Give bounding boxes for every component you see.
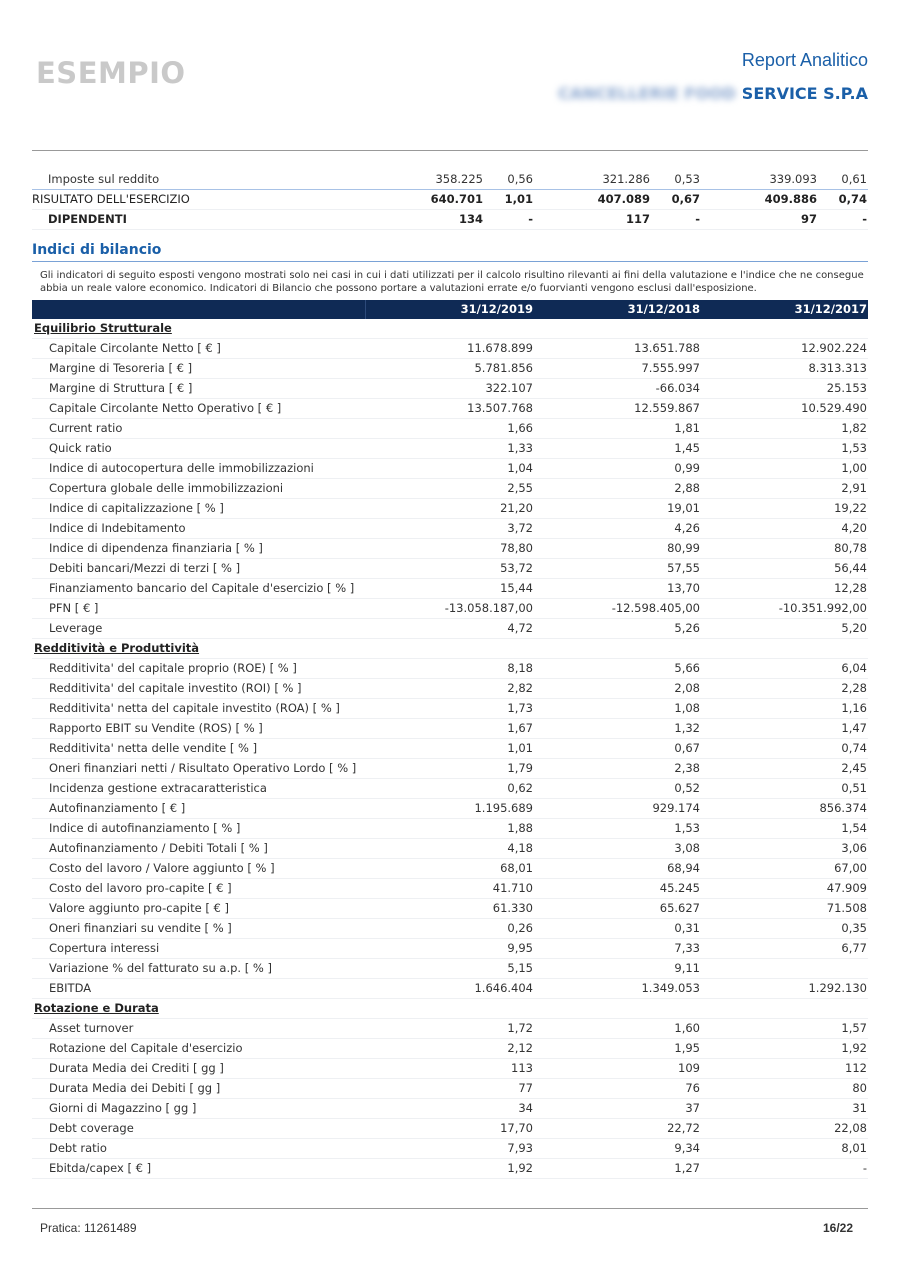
cell-value: 640.701 xyxy=(430,192,483,206)
cell-value: 5,15 xyxy=(507,961,533,975)
table-row xyxy=(32,399,868,419)
group-label: Rotazione e Durata xyxy=(34,1001,159,1015)
row-label: Oneri finanziari su vendite [ % ] xyxy=(49,921,232,935)
cell-value: 4,18 xyxy=(507,841,533,855)
table-row xyxy=(32,190,868,210)
cell-value: 5.781.856 xyxy=(474,361,533,375)
cell-value: 5,26 xyxy=(674,621,700,635)
row-label: Indice di dipendenza finanziaria [ % ] xyxy=(49,541,263,555)
header-divider xyxy=(32,150,868,151)
cell-value: 12.559.867 xyxy=(634,401,700,415)
row-label: Margine di Tesoreria [ € ] xyxy=(49,361,193,375)
row-label: Capitale Circolante Netto Operativo [ € ] xyxy=(49,401,282,415)
cell-value: 1,32 xyxy=(674,721,700,735)
cell-value: 67,00 xyxy=(834,861,867,875)
practice-number: Pratica: 11261489 xyxy=(40,1221,137,1235)
cell-value: 113 xyxy=(511,1061,533,1075)
income-summary-table xyxy=(32,170,868,230)
row-label: Rotazione del Capitale d'esercizio xyxy=(49,1041,243,1055)
row-label: PFN [ € ] xyxy=(49,601,99,615)
cell-value: 0,51 xyxy=(841,781,867,795)
table-row xyxy=(32,210,868,230)
cell-value: 2,91 xyxy=(841,481,867,495)
cell-value: 1,66 xyxy=(507,421,533,435)
row-label: Imposte sul reddito xyxy=(48,172,160,186)
table-row xyxy=(32,839,868,859)
row-label: Debt coverage xyxy=(49,1121,134,1135)
cell-value: 1,33 xyxy=(507,441,533,455)
cell-value: 41.710 xyxy=(492,881,533,895)
row-label: Margine di Struttura [ € ] xyxy=(49,381,193,395)
cell-value: 2,45 xyxy=(841,761,867,775)
row-label: DIPENDENTI xyxy=(48,212,127,226)
cell-value: 358.225 xyxy=(435,172,483,186)
cell-value: 2,08 xyxy=(674,681,700,695)
cell-value: 929.174 xyxy=(652,801,700,815)
row-label: Durata Media dei Debiti [ gg ] xyxy=(49,1081,221,1095)
cell-value: 3,06 xyxy=(841,841,867,855)
cell-value: 34 xyxy=(518,1101,533,1115)
row-label: Quick ratio xyxy=(49,441,112,455)
cell-value: 0,35 xyxy=(841,921,867,935)
cell-value: 9,34 xyxy=(674,1141,700,1155)
cell-value: 109 xyxy=(678,1061,700,1075)
cell-value: 56,44 xyxy=(834,561,867,575)
cell-value: 1,45 xyxy=(674,441,700,455)
row-label: Capitale Circolante Netto [ € ] xyxy=(49,341,221,355)
cell-value: 80 xyxy=(852,1081,867,1095)
row-label: Autofinanziamento [ € ] xyxy=(49,801,186,815)
cell-value: 22,72 xyxy=(667,1121,700,1135)
table-row xyxy=(32,379,868,399)
cell-value: 5,66 xyxy=(674,661,700,675)
cell-percent: 0,74 xyxy=(838,192,867,206)
cell-value: 68,01 xyxy=(500,861,533,875)
table-body xyxy=(32,319,868,1179)
cell-value: 19,22 xyxy=(834,501,867,515)
row-label: Leverage xyxy=(49,621,103,635)
cell-value: 1,72 xyxy=(507,1021,533,1035)
table-row xyxy=(32,599,868,619)
cell-value: 61.330 xyxy=(492,901,533,915)
cell-value: 76 xyxy=(685,1081,700,1095)
group-label: Redditività e Produttività xyxy=(34,641,200,655)
cell-value: 1.646.404 xyxy=(474,981,533,995)
cell-value: 7.555.997 xyxy=(641,361,700,375)
cell-value: 1,81 xyxy=(674,421,700,435)
table-header xyxy=(32,300,868,319)
cell-value: 0,74 xyxy=(841,741,867,755)
cell-value: 1,92 xyxy=(507,1161,533,1175)
cell-value: 4,20 xyxy=(841,521,867,535)
cell-value: 25.153 xyxy=(826,381,867,395)
table-row xyxy=(32,1099,868,1119)
cell-value: 1,00 xyxy=(841,461,867,475)
row-label: Durata Media dei Crediti [ gg ] xyxy=(49,1061,224,1075)
cell-value: 22,08 xyxy=(834,1121,867,1135)
cell-value: 112 xyxy=(845,1061,867,1075)
table-row xyxy=(32,899,868,919)
table-row xyxy=(32,619,868,639)
cell-value: 7,33 xyxy=(674,941,700,955)
column-header: 31/12/2019 xyxy=(460,302,533,316)
row-label: Indice di autofinanziamento [ % ] xyxy=(49,821,241,835)
cell-value: 37 xyxy=(685,1101,700,1115)
cell-value: 117 xyxy=(625,212,650,226)
cell-value: 1,53 xyxy=(841,441,867,455)
cell-percent: - xyxy=(528,212,533,226)
cell-value: 21,20 xyxy=(500,501,533,515)
row-label: Autofinanziamento / Debiti Totali [ % ] xyxy=(49,841,268,855)
table-row xyxy=(32,779,868,799)
footer-divider xyxy=(32,1208,868,1209)
cell-value: 53,72 xyxy=(500,561,533,575)
watermark-text: ESEMPIO xyxy=(36,56,186,90)
table-row xyxy=(32,419,868,439)
table-row xyxy=(32,339,868,359)
cell-value: 856.374 xyxy=(819,801,867,815)
row-label: Debt ratio xyxy=(49,1141,107,1155)
cell-value: 2,28 xyxy=(841,681,867,695)
row-label: Copertura globale delle immobilizzazioni xyxy=(49,481,284,495)
row-label: Redditivita' del capitale proprio (ROE) [ % ] xyxy=(49,661,297,675)
cell-value: 31 xyxy=(852,1101,867,1115)
cell-value: 0,52 xyxy=(674,781,700,795)
cell-value: 1,01 xyxy=(507,741,533,755)
cell-value: 1,54 xyxy=(841,821,867,835)
cell-value: 1,95 xyxy=(674,1041,700,1055)
table-row xyxy=(32,1079,868,1099)
row-label: Giorni di Magazzino [ gg ] xyxy=(49,1101,197,1115)
table-row xyxy=(32,919,868,939)
row-label: RISULTATO DELL'ESERCIZIO xyxy=(32,192,190,206)
row-label: Redditivita' netta delle vendite [ % ] xyxy=(49,741,258,755)
row-label: Incidenza gestione extracaratteristica xyxy=(49,781,267,795)
table-row xyxy=(32,499,868,519)
table-row xyxy=(32,170,868,190)
cell-value: 45.245 xyxy=(659,881,700,895)
cell-value: 78,80 xyxy=(500,541,533,555)
cell-value: 5,20 xyxy=(841,621,867,635)
cell-value: 321.286 xyxy=(602,172,650,186)
cell-value: -13.058.187,00 xyxy=(444,601,533,615)
cell-value: 2,38 xyxy=(674,761,700,775)
table-row xyxy=(32,1039,868,1059)
row-label: Indice di autocopertura delle immobilizzazioni xyxy=(49,461,314,475)
cell-value: - xyxy=(862,1161,867,1175)
table-row xyxy=(32,359,868,379)
table-row xyxy=(32,459,868,479)
cell-value: 17,70 xyxy=(500,1121,533,1135)
cell-percent: - xyxy=(695,212,700,226)
row-label: Redditivita' netta del capitale investito (ROA) [ % ] xyxy=(49,701,340,715)
cell-value: 1,04 xyxy=(507,461,533,475)
table-row xyxy=(32,859,868,879)
table-row xyxy=(32,759,868,779)
cell-value: 0,26 xyxy=(507,921,533,935)
table-row xyxy=(32,1059,868,1079)
cell-value: 1,60 xyxy=(674,1021,700,1035)
cell-value: 0,62 xyxy=(507,781,533,795)
row-label: Indice di capitalizzazione [ % ] xyxy=(49,501,224,515)
cell-value: 407.089 xyxy=(597,192,650,206)
table-row xyxy=(32,539,868,559)
cell-value: 80,99 xyxy=(667,541,700,555)
cell-value: 8,18 xyxy=(507,661,533,675)
page-number: 16/22 xyxy=(822,1221,853,1235)
table-row xyxy=(32,519,868,539)
row-label: Indice di Indebitamento xyxy=(49,521,186,535)
cell-value: 1,92 xyxy=(841,1041,867,1055)
cell-value: 2,82 xyxy=(507,681,533,695)
cell-value: 6,04 xyxy=(841,661,867,675)
cell-value: 57,55 xyxy=(667,561,700,575)
cell-value: 9,95 xyxy=(507,941,533,955)
report-title: Report Analitico xyxy=(741,50,868,70)
cell-percent: 1,01 xyxy=(504,192,533,206)
company-name-redacted: CANCELLERIE FOOD xyxy=(558,84,736,103)
cell-percent: 0,61 xyxy=(841,172,867,186)
table-row xyxy=(32,819,868,839)
table-row xyxy=(32,579,868,599)
cell-value: 1,79 xyxy=(507,761,533,775)
cell-value: 10.529.490 xyxy=(801,401,867,415)
group-header-row xyxy=(32,639,868,659)
row-label: Finanziamento bancario del Capitale d'esercizio [ % ] xyxy=(49,581,355,595)
cell-value: 4,26 xyxy=(674,521,700,535)
table-row xyxy=(32,959,868,979)
cell-value: 339.093 xyxy=(769,172,817,186)
table-row xyxy=(32,939,868,959)
cell-value: 12,28 xyxy=(834,581,867,595)
cell-value: -66.034 xyxy=(655,381,700,395)
cell-value: 77 xyxy=(518,1081,533,1095)
row-label: Valore aggiunto pro-capite [ € ] xyxy=(49,901,229,915)
cell-value: 1,08 xyxy=(674,701,700,715)
group-header-row xyxy=(32,319,868,339)
cell-value: 12.902.224 xyxy=(801,341,867,355)
row-label: Rapporto EBIT su Vendite (ROS) [ % ] xyxy=(49,721,263,735)
cell-value: 7,93 xyxy=(507,1141,533,1155)
row-label: Costo del lavoro / Valore aggiunto [ % ] xyxy=(49,861,275,875)
table-row xyxy=(32,559,868,579)
cell-value: 3,08 xyxy=(674,841,700,855)
cell-value: 80,78 xyxy=(834,541,867,555)
cell-value: 1,88 xyxy=(507,821,533,835)
row-label: Asset turnover xyxy=(49,1021,134,1035)
cell-value: 2,12 xyxy=(507,1041,533,1055)
column-header: 31/12/2017 xyxy=(794,302,867,316)
section-title: Indici di bilancio xyxy=(32,242,162,258)
cell-value: 71.508 xyxy=(826,901,867,915)
cell-value: 134 xyxy=(458,212,483,226)
table-row xyxy=(32,979,868,999)
cell-value: 1.292.130 xyxy=(808,981,867,995)
cell-value: -10.351.992,00 xyxy=(778,601,867,615)
cell-value: 8,01 xyxy=(841,1141,867,1155)
cell-value: 13.651.788 xyxy=(634,341,700,355)
cell-value: 1,16 xyxy=(841,701,867,715)
row-label: Oneri finanziari netti / Risultato Operativo Lordo [ % ] xyxy=(49,761,357,775)
cell-value: 4,72 xyxy=(507,621,533,635)
cell-value: 68,94 xyxy=(667,861,700,875)
company-name xyxy=(558,84,868,103)
row-label: Variazione % del fatturato su a.p. [ % ] xyxy=(49,961,272,975)
cell-value: 13,70 xyxy=(667,581,700,595)
cell-value: 2,88 xyxy=(674,481,700,495)
row-label: Current ratio xyxy=(49,421,123,435)
cell-value: 8.313.313 xyxy=(808,361,867,375)
table-row xyxy=(32,799,868,819)
table-row xyxy=(32,739,868,759)
section-note: Gli indicatori di seguito esposti vengono mostrati solo nei casi in cui i dati utilizzati per il calcolo risultino rilevanti ai fini della valutazione e l'indice che ne consegue abbia un reale valore economico. Indicatori di Bilancio che possono portare a valutazioni errate e/o fuorvianti vengono esclusi dall'esposizione. xyxy=(40,270,864,294)
cell-value: 1,82 xyxy=(841,421,867,435)
row-label: Copertura interessi xyxy=(49,941,160,955)
cell-value: 15,44 xyxy=(500,581,533,595)
cell-value: 409.886 xyxy=(764,192,817,206)
cell-percent: 0,67 xyxy=(671,192,700,206)
cell-value: 3,72 xyxy=(507,521,533,535)
table-row xyxy=(32,719,868,739)
table-row xyxy=(32,1019,868,1039)
cell-value: 2,55 xyxy=(507,481,533,495)
cell-value: 47.909 xyxy=(826,881,867,895)
row-label: Redditivita' del capitale investito (ROI) [ % ] xyxy=(49,681,302,695)
table-row xyxy=(32,1159,868,1179)
cell-value: 1,57 xyxy=(841,1021,867,1035)
section-divider xyxy=(32,261,868,262)
table-row xyxy=(32,699,868,719)
company-name-visible: SERVICE S.P.A xyxy=(741,84,868,103)
cell-value: 1,27 xyxy=(674,1161,700,1175)
cell-percent: - xyxy=(862,212,867,226)
cell-value: 1.349.053 xyxy=(641,981,700,995)
cell-value: 6,77 xyxy=(841,941,867,955)
table-row xyxy=(32,479,868,499)
row-label: EBITDA xyxy=(49,981,92,995)
cell-value: 322.107 xyxy=(485,381,533,395)
cell-value: 1,67 xyxy=(507,721,533,735)
table-row xyxy=(32,1139,868,1159)
cell-value: 0,67 xyxy=(674,741,700,755)
cell-value: 13.507.768 xyxy=(467,401,533,415)
row-label: Debiti bancari/Mezzi di terzi [ % ] xyxy=(49,561,241,575)
cell-value: 1.195.689 xyxy=(474,801,533,815)
cell-percent: 0,56 xyxy=(507,172,533,186)
header-separator xyxy=(365,300,366,319)
cell-value: 65.627 xyxy=(659,901,700,915)
table-row xyxy=(32,1119,868,1139)
cell-value: -12.598.405,00 xyxy=(611,601,700,615)
group-label: Equilibrio Strutturale xyxy=(34,321,172,335)
cell-value: 1,47 xyxy=(841,721,867,735)
cell-value: 0,31 xyxy=(674,921,700,935)
cell-value: 9,11 xyxy=(674,961,700,975)
table-row xyxy=(32,879,868,899)
cell-value: 97 xyxy=(800,212,817,226)
cell-value: 11.678.899 xyxy=(467,341,533,355)
cell-value: 19,01 xyxy=(667,501,700,515)
indices-table xyxy=(32,300,868,1179)
table-row xyxy=(32,659,868,679)
group-header-row xyxy=(32,999,868,1019)
row-label: Ebitda/capex [ € ] xyxy=(49,1161,152,1175)
cell-value: 0,99 xyxy=(674,461,700,475)
row-label: Costo del lavoro pro-capite [ € ] xyxy=(49,881,232,895)
cell-percent: 0,53 xyxy=(674,172,700,186)
cell-value: 1,53 xyxy=(674,821,700,835)
table-row xyxy=(32,679,868,699)
cell-value: 1,73 xyxy=(507,701,533,715)
table-row xyxy=(32,439,868,459)
column-header: 31/12/2018 xyxy=(627,302,700,316)
